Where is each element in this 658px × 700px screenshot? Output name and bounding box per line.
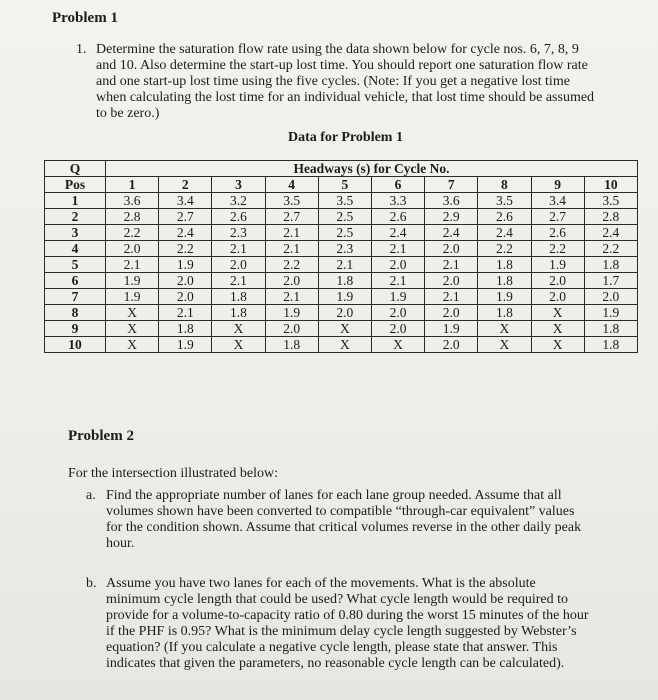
q-header: Q (45, 161, 106, 177)
headway-cell: 1.9 (584, 305, 637, 321)
headway-cell: 2.0 (531, 273, 584, 289)
headway-cell: 1.8 (212, 289, 265, 305)
headway-cell: X (318, 321, 371, 337)
headway-cell: 1.8 (318, 273, 371, 289)
cycle-header-3: 3 (212, 177, 265, 193)
queue-position: 4 (45, 241, 106, 257)
headway-cell: 2.0 (265, 321, 318, 337)
statement-line: and 10. Also determine the start-up lost time. You should report one saturation flow rate (96, 58, 588, 73)
headway-cell: 1.8 (265, 337, 318, 353)
table-row (45, 225, 638, 241)
cycle-header-8: 8 (478, 177, 531, 193)
headway-cell: 1.8 (478, 305, 531, 321)
headway-cell: 2.1 (318, 257, 371, 273)
headway-cell: 2.0 (425, 273, 478, 289)
statement-line: hour. (106, 536, 135, 551)
headway-cell: 1.9 (531, 257, 584, 273)
problem-2-intro: For the intersection illustrated below: (68, 466, 278, 481)
headway-cell: X (212, 321, 265, 337)
headway-cell: 1.8 (212, 305, 265, 321)
queue-position: 7 (45, 289, 106, 305)
headway-cell: 2.2 (584, 241, 637, 257)
pos-header: Pos (45, 177, 106, 193)
headway-cell: 2.4 (425, 225, 478, 241)
queue-position: 10 (45, 337, 106, 353)
table-row (45, 209, 638, 225)
headway-cell: 2.2 (478, 241, 531, 257)
queue-position: 6 (45, 273, 106, 289)
headway-cell: 2.0 (159, 273, 212, 289)
headway-cell: 2.0 (371, 257, 424, 273)
headway-cell: 2.2 (265, 257, 318, 273)
statement-line: provide for a volume-to-capacity ratio of 0.80 during the worst 15 minutes of the hour (106, 608, 589, 623)
headway-cell: 1.9 (478, 289, 531, 305)
headway-cell: 2.1 (371, 241, 424, 257)
statement-line: minimum cycle length that could be used? What cycle length would be required to (106, 592, 568, 607)
headway-cell: X (531, 321, 584, 337)
headway-cell: 3.4 (531, 193, 584, 209)
part-a-statement (106, 488, 636, 552)
headway-cell: 1.8 (584, 257, 637, 273)
problem-1-statement (96, 42, 644, 122)
problem-2-title: Problem 2 (68, 428, 134, 444)
headway-cell: 2.0 (265, 273, 318, 289)
queue-position: 2 (45, 209, 106, 225)
headway-cell: 3.4 (159, 193, 212, 209)
headway-cell: 2.1 (265, 289, 318, 305)
part-b-label: b. (86, 576, 97, 591)
part-b-statement (106, 576, 654, 672)
headway-cell: 3.6 (425, 193, 478, 209)
queue-position: 1 (45, 193, 106, 209)
headway-cell: 2.6 (371, 209, 424, 225)
headway-cell: 2.1 (212, 273, 265, 289)
headway-cell: X (478, 337, 531, 353)
headway-cell: 1.9 (371, 289, 424, 305)
headway-cell: 2.1 (425, 257, 478, 273)
headway-cell: 2.1 (212, 241, 265, 257)
table-row (45, 241, 638, 257)
headway-cell: 3.5 (265, 193, 318, 209)
headway-cell: 2.8 (106, 209, 159, 225)
headway-cell: 2.3 (212, 225, 265, 241)
headway-cell: 2.1 (371, 273, 424, 289)
headway-cell: 2.0 (212, 257, 265, 273)
headway-cell: 3.2 (212, 193, 265, 209)
statement-line: equation? (If you calculate a negative cycle length, please state that answer. This (106, 640, 558, 655)
headway-cell: 2.1 (425, 289, 478, 305)
table-body (45, 193, 638, 353)
table-row (45, 321, 638, 337)
headway-cell: X (478, 321, 531, 337)
headway-cell: X (531, 305, 584, 321)
headway-cell: 2.2 (531, 241, 584, 257)
headway-cell: 2.7 (531, 209, 584, 225)
cycle-header-10: 10 (584, 177, 637, 193)
headway-cell: 1.8 (478, 273, 531, 289)
part-a-label: a. (86, 488, 96, 503)
headway-cell: 1.8 (478, 257, 531, 273)
table-row (45, 305, 638, 321)
table-row (45, 257, 638, 273)
headway-cell: 2.2 (106, 225, 159, 241)
headway-cell: 2.6 (212, 209, 265, 225)
headway-cell: 2.0 (425, 241, 478, 257)
table-row (45, 273, 638, 289)
headway-cell: 2.4 (159, 225, 212, 241)
headway-cell: 2.5 (318, 225, 371, 241)
headway-cell: 1.9 (106, 273, 159, 289)
headway-cell: 1.9 (159, 257, 212, 273)
headway-cell: 2.1 (159, 305, 212, 321)
headway-cell: 2.0 (425, 305, 478, 321)
headway-cell: X (106, 321, 159, 337)
headway-cell: 1.9 (159, 337, 212, 353)
cycle-header-9: 9 (531, 177, 584, 193)
headway-cell: X (318, 337, 371, 353)
headway-cell: 1.7 (584, 273, 637, 289)
headway-cell: 1.8 (584, 321, 637, 337)
headway-cell: 2.0 (425, 337, 478, 353)
headway-table (44, 160, 638, 353)
headway-cell: 1.8 (159, 321, 212, 337)
statement-line: if the PHF is 0.95? What is the minimum delay cycle length suggested by Webster’s (106, 624, 577, 639)
headway-cell: X (212, 337, 265, 353)
data-table-title: Data for Problem 1 (288, 130, 403, 145)
headway-cell: 2.4 (371, 225, 424, 241)
headway-cell: X (371, 337, 424, 353)
headway-cell: X (531, 337, 584, 353)
headways-group-header: Headways (s) for Cycle No. (106, 161, 638, 177)
headway-cell: 2.1 (265, 241, 318, 257)
headway-cell: 2.0 (371, 305, 424, 321)
headway-cell: 3.6 (106, 193, 159, 209)
headway-cell: 1.9 (265, 305, 318, 321)
headway-cell: X (106, 305, 159, 321)
queue-position: 8 (45, 305, 106, 321)
headway-cell: 2.0 (106, 241, 159, 257)
headway-cell: 2.4 (478, 225, 531, 241)
statement-line: volumes shown have been converted to compatible “through-car equivalent” values (106, 504, 575, 519)
statement-line: and one start-up lost time using the five cycles. (Note: If you get a negative lost time (96, 74, 570, 89)
statement-line: when calculating the lost time for an individual vehicle, that lost time should be assumed (96, 90, 595, 105)
headway-cell: 2.4 (584, 225, 637, 241)
statement-line: Determine the saturation flow rate using the data shown below for cycle nos. 6, 7, 8, 9 (96, 42, 579, 57)
headway-cell: 1.8 (584, 337, 637, 353)
headway-cell: 2.0 (159, 289, 212, 305)
table-row (45, 337, 638, 353)
headway-cell: 2.0 (531, 289, 584, 305)
headway-cell: 2.6 (531, 225, 584, 241)
cycle-header-5: 5 (318, 177, 371, 193)
cycle-header-2: 2 (159, 177, 212, 193)
headway-cell: 1.9 (106, 289, 159, 305)
headway-cell: 2.1 (265, 225, 318, 241)
cycle-header-row (45, 177, 638, 193)
headway-cell: 1.9 (318, 289, 371, 305)
headway-cell: 2.0 (584, 289, 637, 305)
headway-cell: 3.3 (371, 193, 424, 209)
statement-line: indicates that given the parameters, no reasonable cycle length can be calculated). (106, 656, 565, 671)
statement-line: for the condition shown. Assume that critical volumes reverse in the other daily peak (106, 520, 582, 535)
cycle-header-1: 1 (106, 177, 159, 193)
headway-cell: 2.1 (106, 257, 159, 273)
statement-line: Find the appropriate number of lanes for each lane group needed. Assume that all (106, 488, 562, 503)
statement-line: Assume you have two lanes for each of the movements. What is the absolute (106, 576, 536, 591)
headway-cell: 2.6 (478, 209, 531, 225)
headway-cell: 2.7 (265, 209, 318, 225)
headway-cell: 2.0 (318, 305, 371, 321)
problem-1-title: Problem 1 (52, 10, 118, 26)
cycle-header-7: 7 (425, 177, 478, 193)
queue-position: 3 (45, 225, 106, 241)
headway-cell: 2.0 (371, 321, 424, 337)
queue-position: 5 (45, 257, 106, 273)
headway-cell: 2.2 (159, 241, 212, 257)
headway-cell: X (106, 337, 159, 353)
headway-cell: 2.9 (425, 209, 478, 225)
question-number: 1. (76, 42, 87, 57)
headway-cell: 1.9 (425, 321, 478, 337)
headway-cell: 2.3 (318, 241, 371, 257)
headway-cell: 2.8 (584, 209, 637, 225)
headway-cell: 2.7 (159, 209, 212, 225)
headway-cell: 3.5 (318, 193, 371, 209)
table-row (45, 289, 638, 305)
headway-cell: 3.5 (478, 193, 531, 209)
table-row (45, 193, 638, 209)
statement-line: to be zero.) (96, 106, 160, 121)
cycle-header-6: 6 (371, 177, 424, 193)
headway-cell: 2.5 (318, 209, 371, 225)
headway-cell: 3.5 (584, 193, 637, 209)
cycle-header-4: 4 (265, 177, 318, 193)
queue-position: 9 (45, 321, 106, 337)
